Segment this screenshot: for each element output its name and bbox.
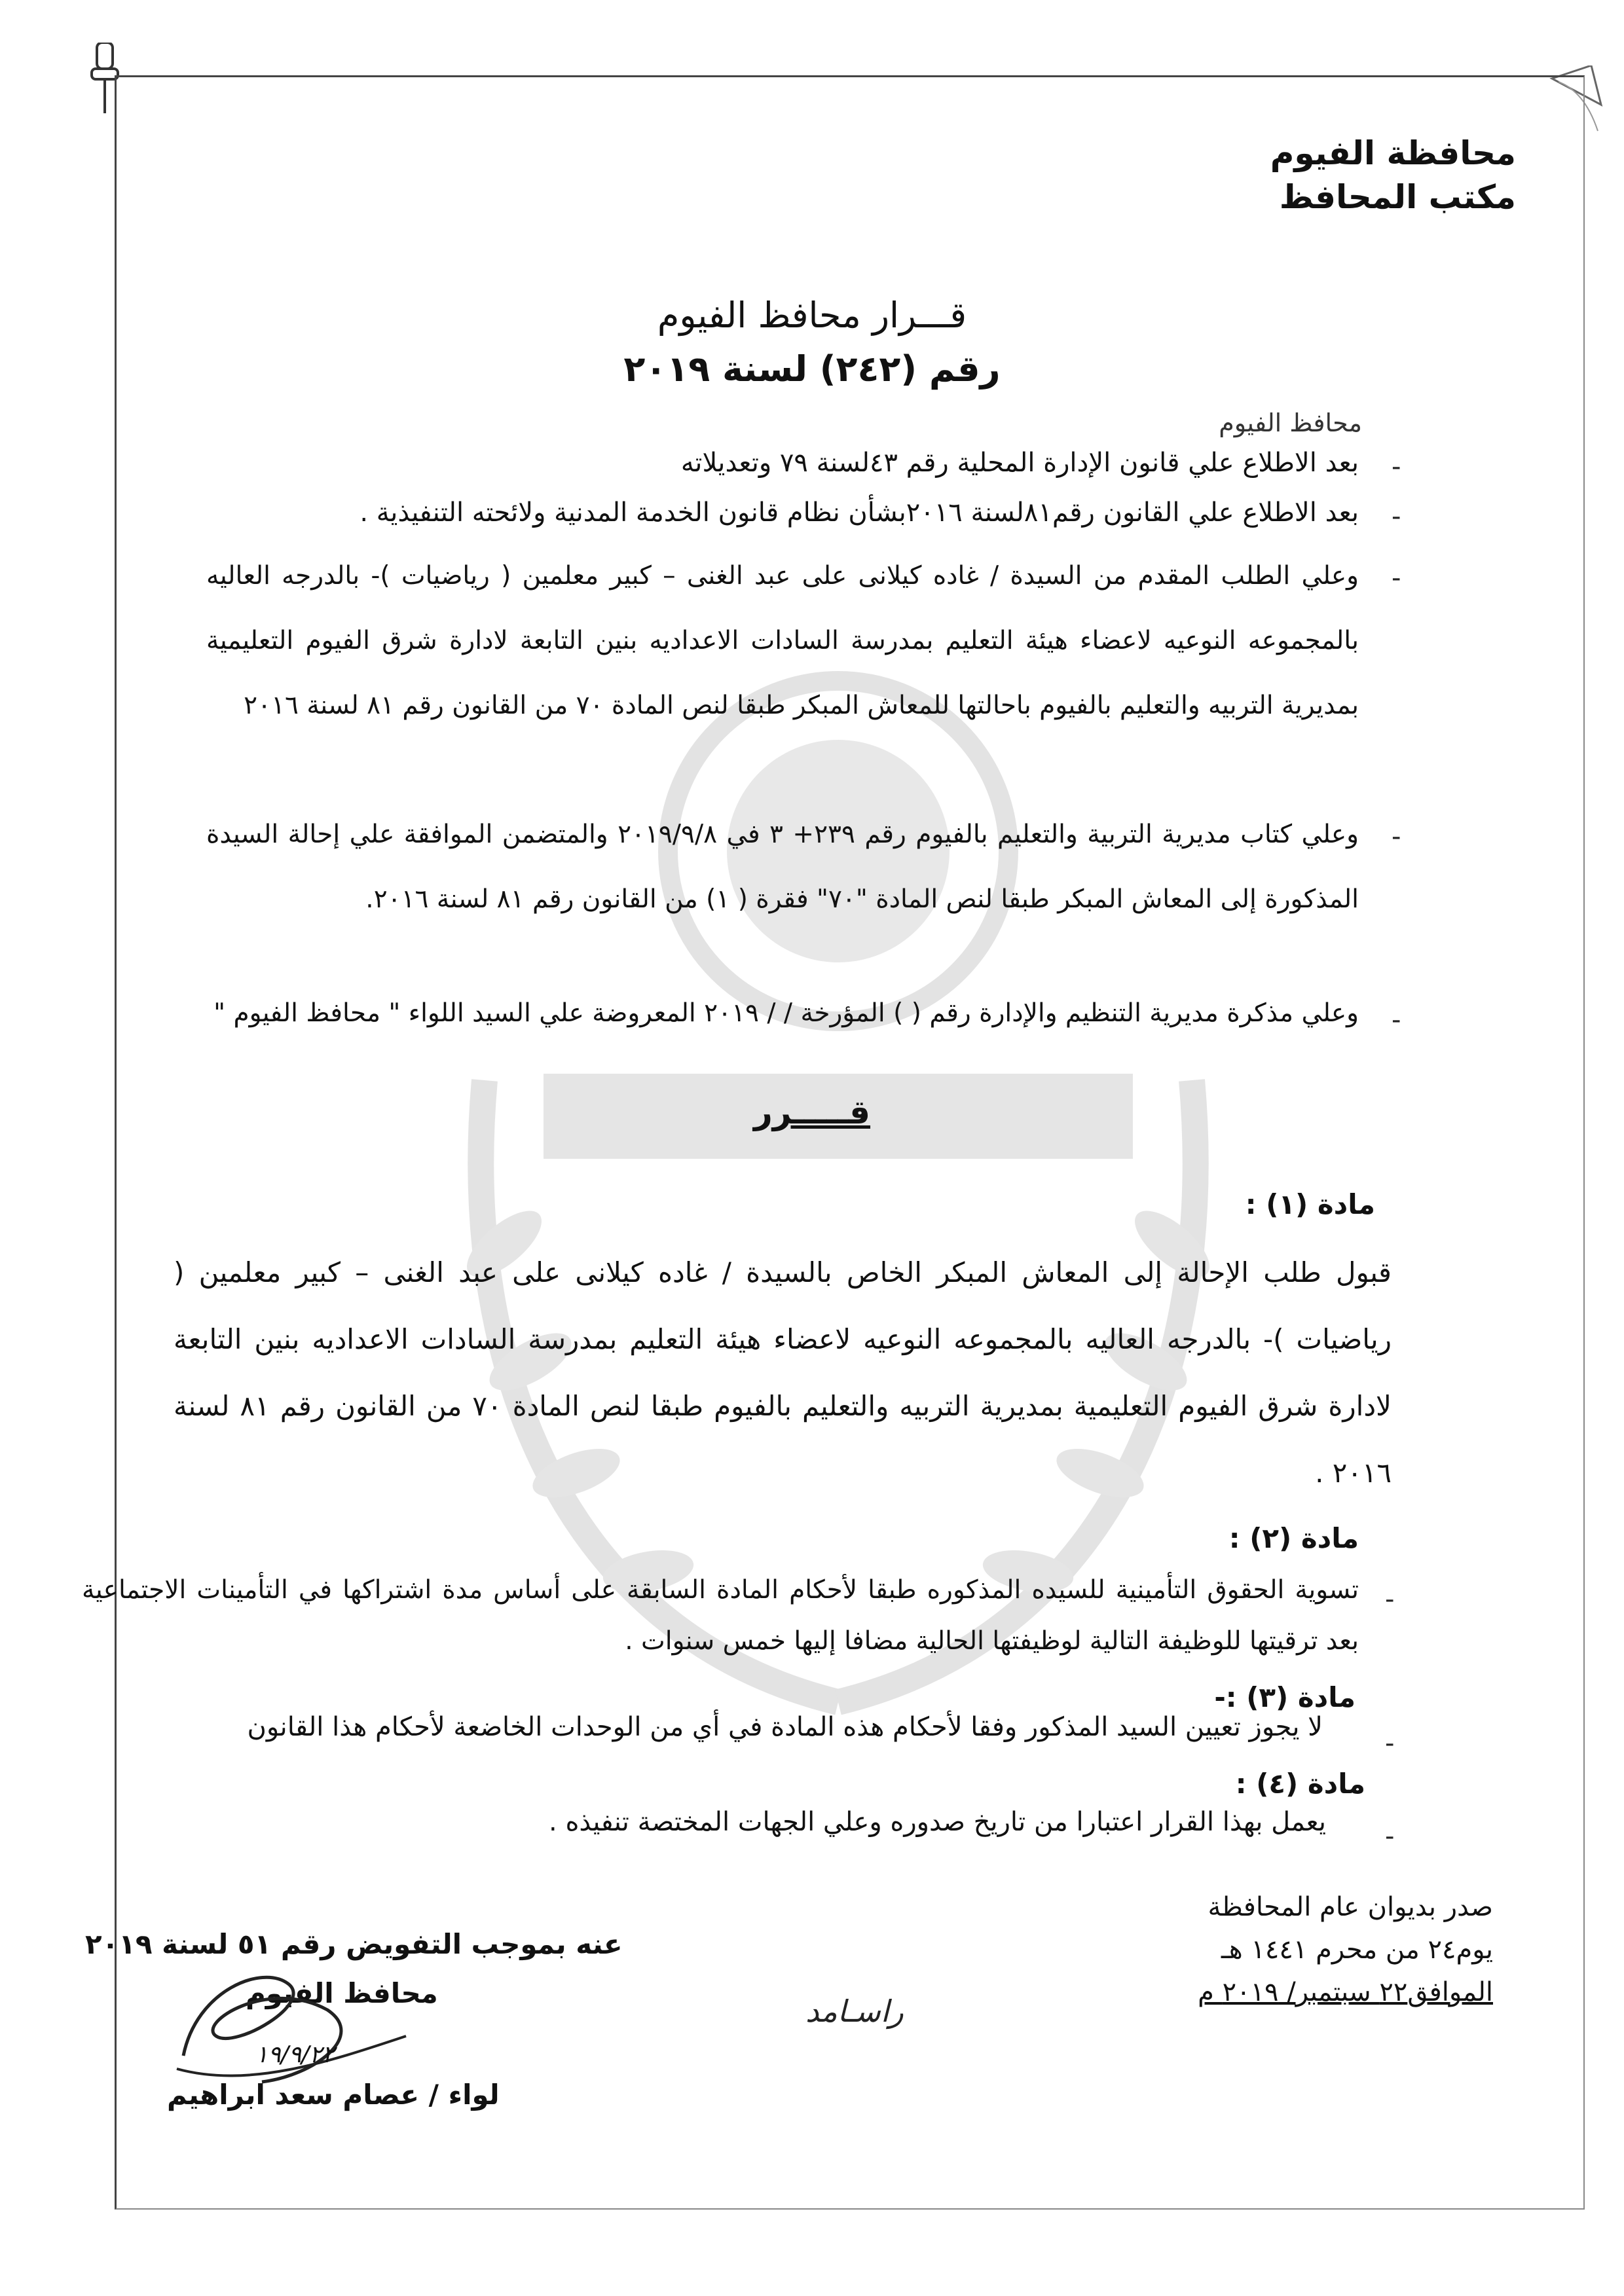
decision-title: قـــرار محافظ الفيوم [657, 295, 967, 336]
signature-title: محافظ الفيوم [246, 1977, 438, 2009]
issued-gregorian-date: الموافق٢٢ سبتمبر/ ٢٠١٩ م [1198, 1977, 1493, 2007]
issued-place: صدر بديوان عام المحافظة [1208, 1892, 1493, 1922]
bullet-dash: - [1392, 501, 1401, 532]
article-2-label: مادة (٢) : [1228, 1522, 1359, 1554]
bullet-dash: - [1392, 1005, 1401, 1035]
decision-heading: قـــــرر [753, 1093, 871, 1131]
article-3-text: لا يجوز تعيين السيد المذكور وفقا لأحكام هذه المادة في أي من الوحدات الخاضعة لأحكام هذا القانون [247, 1712, 1323, 1742]
handwritten-date: ١٩/٩/٢٢ [255, 2041, 335, 2068]
preamble-item: وعلي الطلب المقدم من السيدة / غاده كيلانى على عبد الغنى – كبير معلمين ( رياضيات )- بالدرجه العاليه بالمجموعه النوعيه لاعضاء هيئة التعليم بمدرسة السادات الاعداديه بنين التابعة لادارة شرق الفيوم التعليمية بمديرية التربيه والتعليم بالفيوم باحالتها للمعاش المبكر طبقا لنص المادة ٧٠ من القانون رقم ٨١ لسنة ٢٠١٦ [206, 561, 1359, 720]
delegation-line: عنه بموجب التفويض رقم ٥١ لسنة ٢٠١٩ [85, 1928, 623, 1960]
article-1-label: مادة (١) : [1245, 1188, 1375, 1220]
article-4-text: يعمل بهذا القرار اعتبارا من تاريخ صدوره وعلي الجهات المختصة تنفيذه . [549, 1807, 1326, 1837]
header-office: مكتب المحافظ [1279, 178, 1516, 216]
bullet-dash: - [1385, 1728, 1395, 1758]
issuer-label: محافظ الفيوم [1219, 409, 1362, 437]
bullet-dash: - [1392, 822, 1401, 852]
bullet-dash: - [1392, 563, 1401, 593]
issued-hijri-date: يوم٢٤ من محرم ١٤٤١ هـ [1221, 1935, 1493, 1965]
article-4-label: مادة (٤) : [1235, 1768, 1365, 1800]
preamble-item: وعلي مذكرة مديرية التنظيم والإدارة رقم ( ) المؤرخة / / ٢٠١٩ المعروضة علي السيد اللواء " محافظ الفيوم " [213, 998, 1359, 1028]
preamble-item: بعد الاطلاع علي قانون الإدارة المحلية رقم ٤٣لسنة ٧٩ وتعديلاته [680, 448, 1359, 478]
preamble-item: بعد الاطلاع علي القانون رقم٨١لسنة ٢٠١٦بشأن نظام قانون الخدمة المدنية ولائحته التنفيذية . [360, 498, 1359, 528]
article-1-text: قبول طلب الإحالة إلى المعاش المبكر الخاص بالسيدة / غاده كيلانى على عبد الغنى – كبير معلمين ( رياضيات )- بالدرجه العاليه بالمجموعه النوعيه لاعضاء هيئة التعليم بمدرسة السادات الاعداديه بنين التابعة لادارة شرق الفيوم التعليمية بمديرية التربيه والتعليم بالفيوم طبقا لنص المادة ٧٠ من القانون رقم ٨١ لسنة ٢٠١٦ . [174, 1256, 1392, 1489]
signatory-name: لواء / عصام سعد ابراهيم [167, 2079, 500, 2111]
article-3-label: مادة (٣) :- [1214, 1681, 1356, 1713]
bullet-dash: - [1392, 452, 1401, 482]
handwritten-initials: راسـامد [805, 1994, 904, 2029]
decision-number: رقم (٢٤٢) لسنة ٢٠١٩ [623, 348, 1001, 390]
preamble-item: وعلي كتاب مديرية التربية والتعليم بالفيوم رقم ٢٣٩+ ٣ في ٢٠١٩/٩/٨ والمتضمن الموافقة علي إحالة السيدة المذكورة إلى المعاش المبكر طبقا لنص المادة "٧٠" فقرة ( ١) من القانون رقم ٨١ لسنة ٢٠١٦. [206, 820, 1359, 914]
bullet-dash: - [1385, 1584, 1395, 1614]
page-frame [115, 75, 1585, 2210]
header-governorate: محافظة الفيوم [1270, 134, 1516, 172]
bullet-dash: - [1385, 1821, 1395, 1851]
article-2-text: تسوية الحقوق التأمينية للسيده المذكوره طبقا لأحكام المادة السابقة على أساس مدة اشتراكها في التأمينات الاجتماعية بعد ترقيتها للوظيفة التالية لوظيفتها الحالية مضافا إليها خمس سنوات . [82, 1575, 1359, 1656]
